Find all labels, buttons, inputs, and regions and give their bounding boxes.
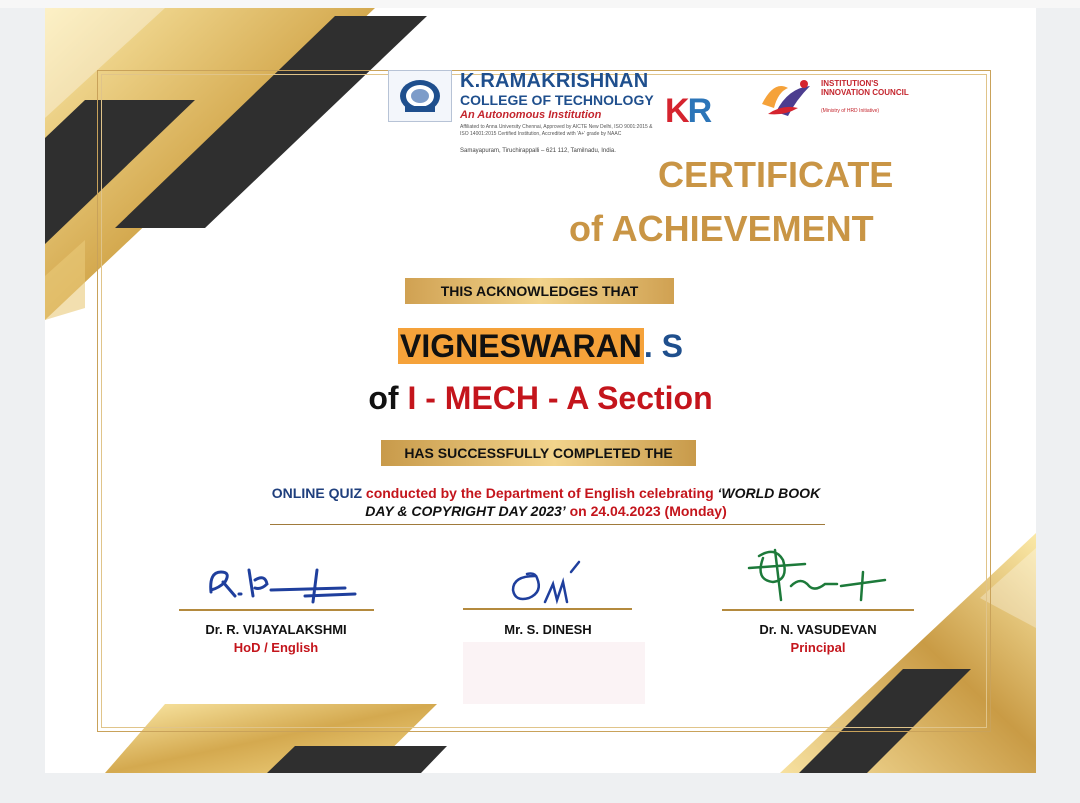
- quiz-text-1: conducted by the Department of English celebrating: [362, 485, 718, 501]
- signature-vasudevan: [745, 540, 895, 610]
- signatory-name-2: Mr. S. DINESH: [504, 622, 592, 637]
- signature-line-2: [463, 608, 632, 610]
- signature-line-3: [722, 609, 914, 611]
- iic-subtitle: (Ministry of HRD Initiative): [821, 108, 880, 114]
- section-name: I - MECH - A Section: [407, 380, 713, 416]
- certificate-subtitle: of ACHIEVEMENT: [569, 208, 874, 249]
- quiz-description: [267, 484, 825, 520]
- certificate: [45, 8, 1036, 773]
- recipient-name: [45, 328, 1036, 365]
- iic-title: INSTITUTION'S INNOVATION COUNCIL: [821, 79, 909, 97]
- acknowledges-text: THIS ACKNOWLEDGES THAT: [440, 283, 639, 299]
- recipient-first-name: VIGNESWARAN: [400, 328, 642, 364]
- college-tagline: An Autonomous Institution: [460, 109, 602, 121]
- recipient-section: [45, 380, 1036, 417]
- signatory-name-3: Dr. N. VASUDEVAN: [759, 622, 877, 637]
- college-crest-icon: [388, 70, 452, 122]
- quiz-underline: [270, 524, 825, 525]
- quiz-quote: ‘WORLD BOOK DAY & COPYRIGHT DAY 2023’: [365, 485, 821, 519]
- signature-line-1: [179, 609, 374, 611]
- college-subtitle: COLLEGE OF TECHNOLOGY: [460, 92, 654, 108]
- blank-overlay: [463, 642, 645, 704]
- signature-vijayalakshmi: [205, 560, 375, 610]
- logo-header: [388, 70, 908, 160]
- college-fine-print: Affiliated to Anna University Chennai, Approved by AICTE New Delhi, ISO 9001:2015 & ISO 14001:2015 Certified Institution, Accredited with 'A+' grade by NAAC: [460, 124, 653, 137]
- quiz-text-2: on 24.04.2023 (Monday): [565, 503, 727, 519]
- signatory-name-1: Dr. R. VIJAYALAKSHMI: [205, 622, 347, 637]
- bottom-bar: [0, 773, 1080, 803]
- acknowledges-band: [405, 278, 674, 304]
- signatory-role-1: HoD / English: [233, 640, 319, 655]
- college-address: Samayapuram, Tiruchirappalli – 621 112, Tamilnadu, India.: [460, 148, 616, 154]
- iic-logo-icon: [758, 78, 814, 118]
- recipient-last-name: . S: [643, 328, 683, 364]
- certificate-title: CERTIFICATE: [658, 154, 894, 195]
- kr-logo-r: R: [687, 92, 711, 130]
- completed-text: HAS SUCCESSFULLY COMPLETED THE: [404, 445, 673, 461]
- completed-band: [381, 440, 696, 466]
- kr-logo-k: K: [665, 92, 688, 130]
- college-name: K.RAMAKRISHNAN: [460, 70, 649, 92]
- dark-stripe-bottom: [267, 746, 447, 773]
- signatory-role-3: Principal: [790, 640, 846, 655]
- kr-logo: [665, 92, 710, 131]
- section-prefix: of: [368, 380, 399, 416]
- signature-dinesh: [505, 558, 605, 608]
- quiz-event: ONLINE QUIZ: [271, 485, 363, 501]
- top-bar: [0, 0, 1080, 8]
